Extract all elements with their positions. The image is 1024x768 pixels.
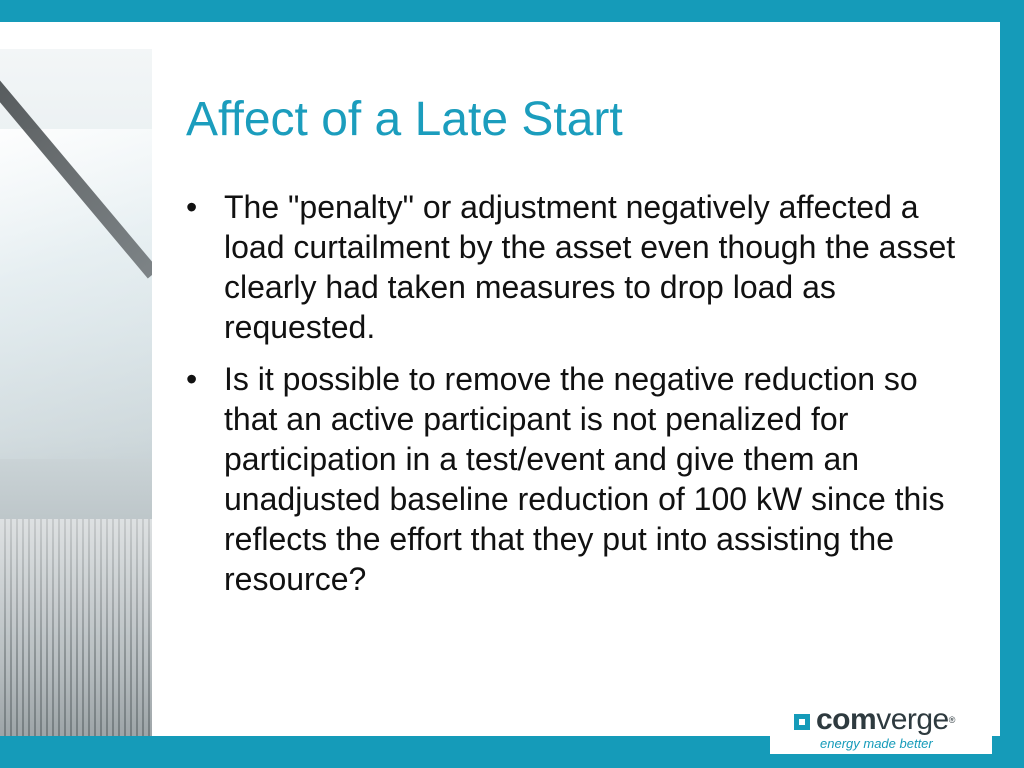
logo-tagline: energy made better: [820, 736, 933, 751]
bullet-item: [186, 359, 956, 599]
logo-square-icon: [794, 714, 810, 730]
logo-word-light: verge: [876, 703, 949, 736]
logo-wordmark: [816, 704, 955, 736]
comverge-logo: [770, 698, 992, 754]
logo-registered-mark: ®: [948, 715, 955, 725]
slide-title: Affect of a Late Start: [186, 93, 623, 146]
escalator-photo: [0, 49, 152, 736]
slide: [0, 22, 1000, 736]
bullet-item: [186, 187, 956, 347]
logo-word-bold: com: [816, 703, 877, 736]
bullet-icon: •: [186, 361, 198, 397]
photo-floor-shade: [0, 519, 152, 736]
bullet-list: [186, 187, 956, 611]
bullet-icon: •: [186, 189, 198, 225]
bullet-text: The "penalty" or adjustment negatively affected a load curtailment by the asset even though the asset clearly had taken measures to drop load as requested.: [224, 189, 956, 345]
bullet-text: Is it possible to remove the negative reduction so that an active participant is not penalized for participation in a test/event and give them an unadjusted baseline reduction of 100 kW since this reflects the effort that they put into assisting the resource?: [224, 361, 945, 597]
